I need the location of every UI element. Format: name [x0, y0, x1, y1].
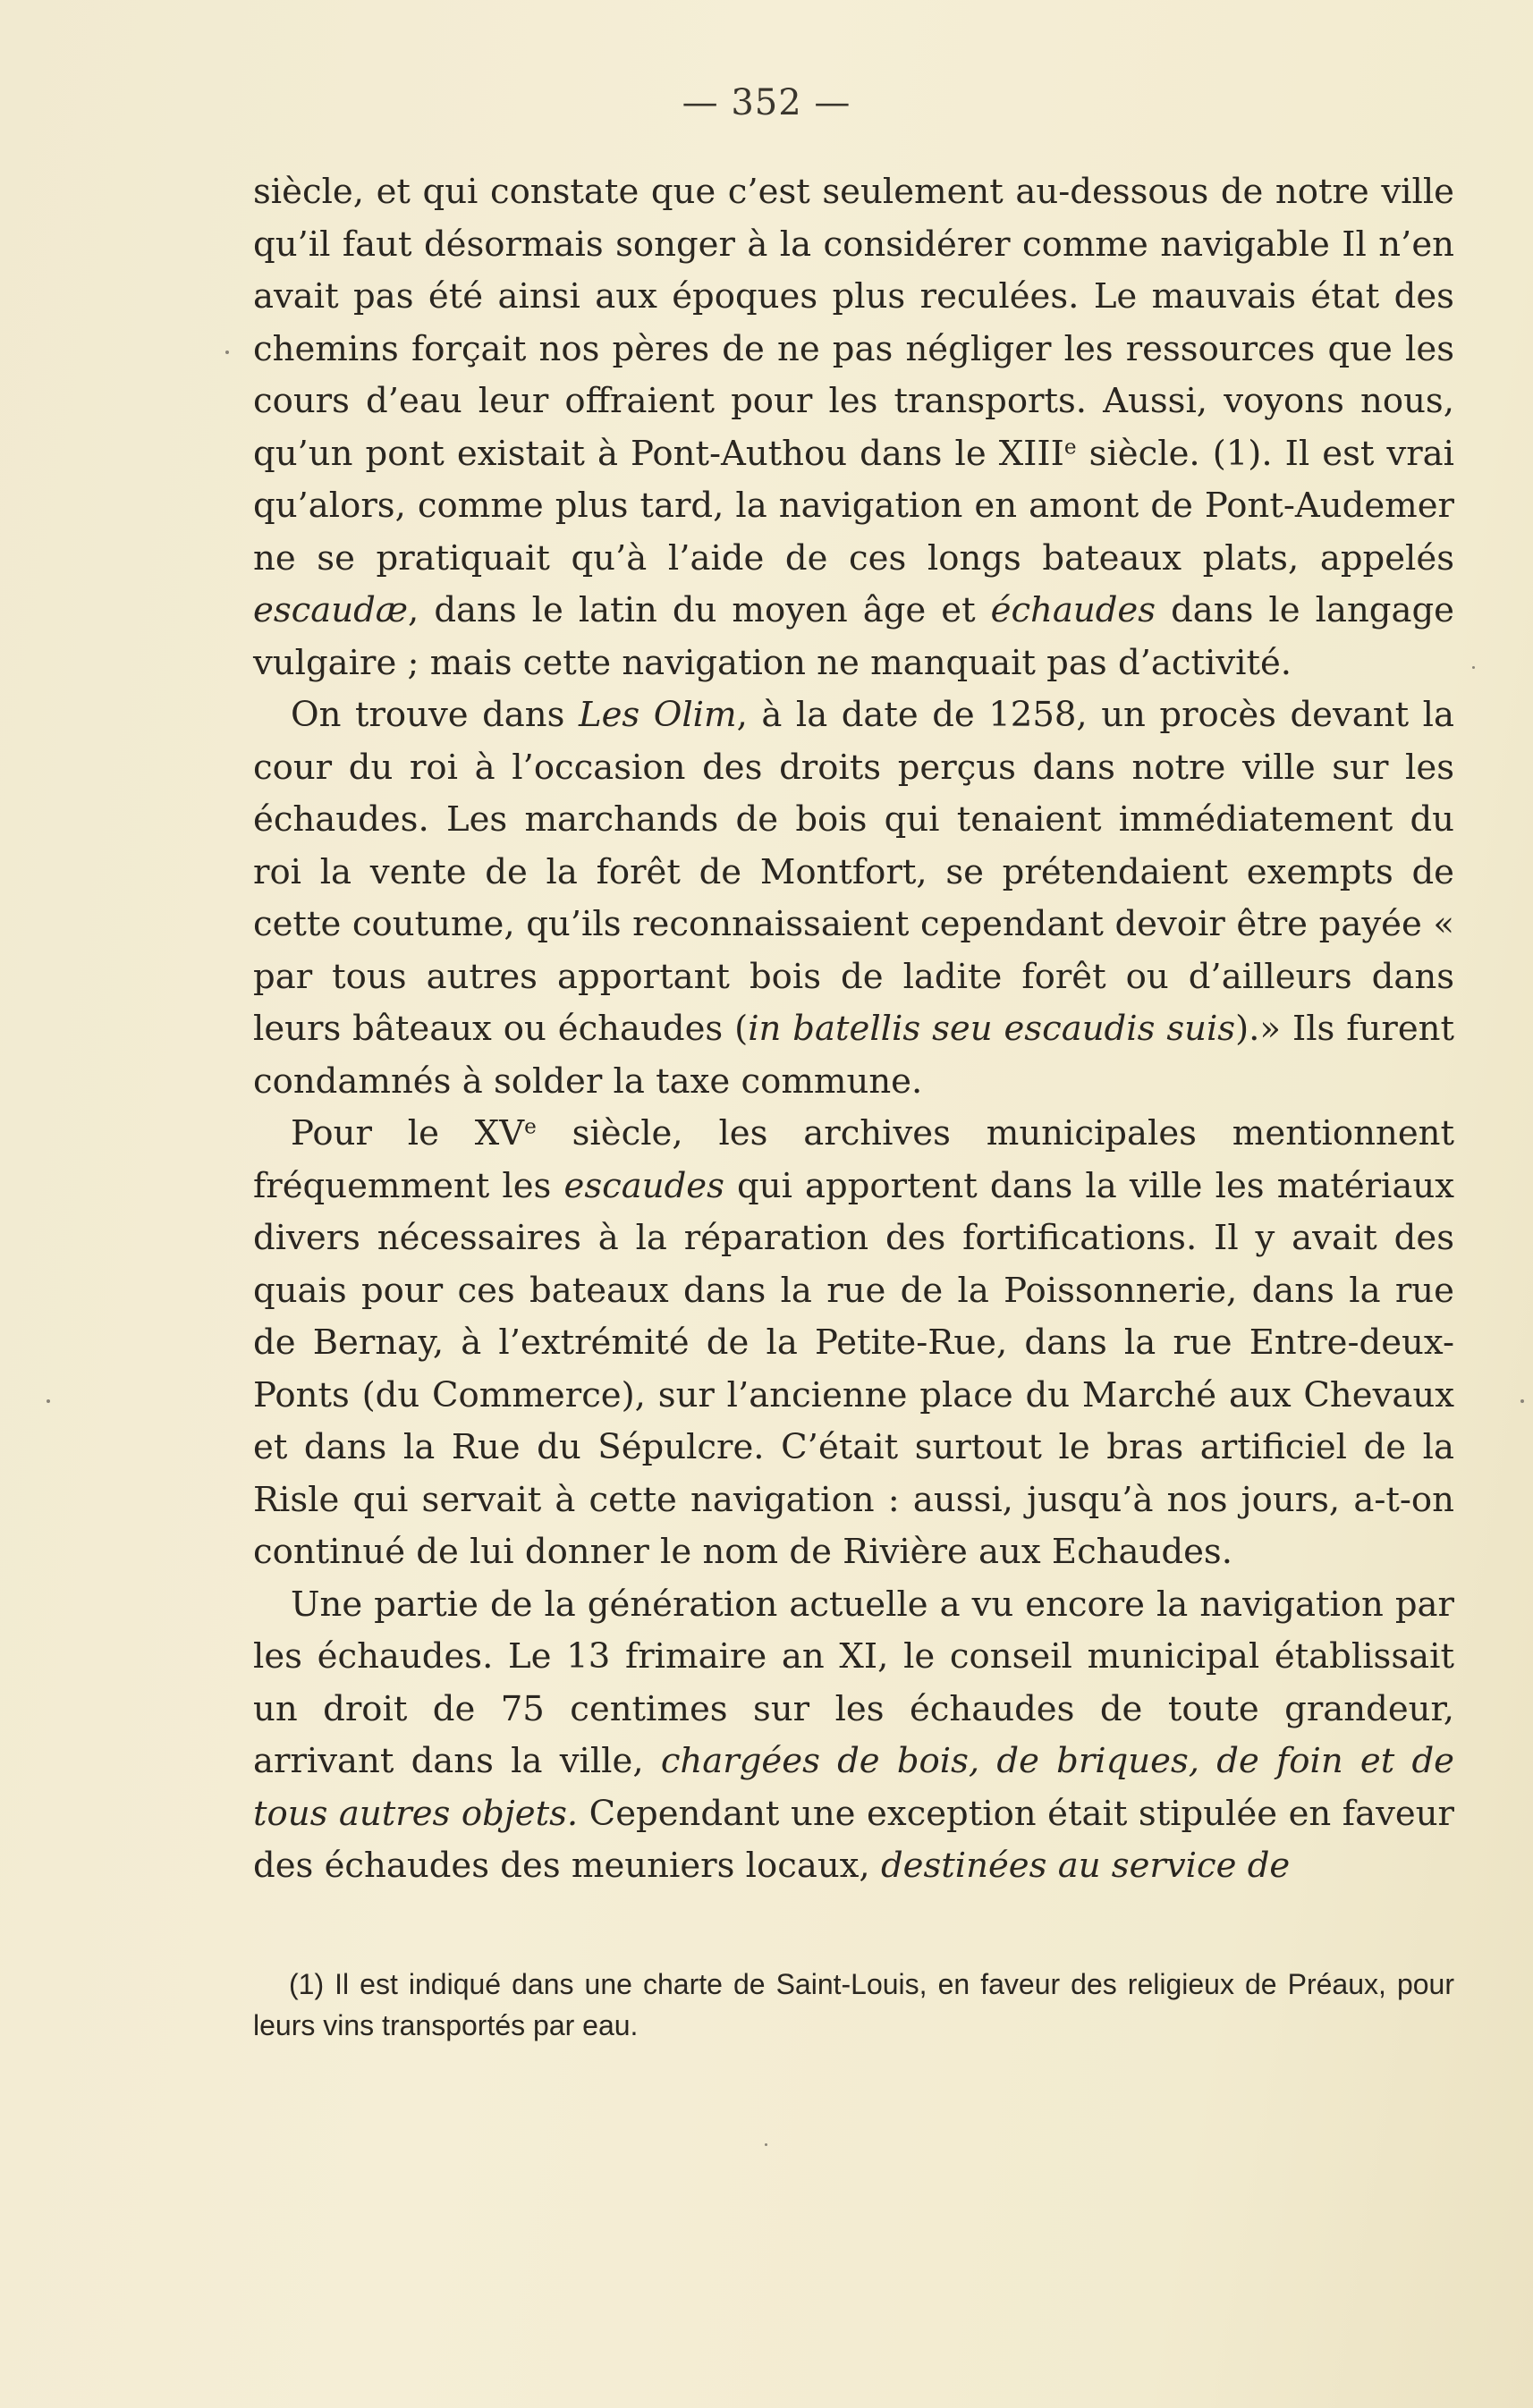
text-run: qui apportent dans la ville les matériaux divers nécessaires à la réparation des fortifications. Il y avait des quais pour ces bateaux dans la rue de la Poissonnerie, dans la rue de Bernay, à l’extrémité de la Petite-Rue, dans la rue Entre-deux-Ponts (du Commerce), sur l’ancienne place du Marché aux Chevaux et dans la Rue du Sépulcre. C’était surtout le bras artificiel de la Risle qui servait à cette navigation : aussi, jusqu’à nos jours, a-t-on continué de lui donner le nom de Rivière aux Echaudes. [253, 1165, 1454, 1572]
footnote [253, 1964, 1454, 2046]
text-run: , dans le latin du moyen âge et [408, 590, 991, 630]
text-run: Pour le XV [291, 1113, 525, 1153]
italic-title: Les Olim [578, 695, 737, 735]
margin-speck [47, 1399, 50, 1403]
paragraph [253, 1108, 1454, 1579]
text-run: On trouve dans [291, 695, 579, 735]
margin-speck [1520, 1399, 1524, 1403]
text-run: Cependant une exception était stipulée en faveur des échaudes des meuniers locaux, [253, 1793, 1455, 1886]
italic-term: escaudæ [253, 590, 409, 630]
superscript: e [524, 1115, 537, 1139]
paragraph [253, 689, 1454, 1108]
text-run: , à la date de 1258, un procès devant la cour du roi à l’occasion des droits perçus dans notre ville sur les échaudes. Les marchands de bois qui tenaient immédiatement du roi la vente de la forêt de Montfort, se prétendaient exempts de cette coutume, qu’ils reconnaissaient cependant devoir être payée « par tous autres apportant bois de ladite forêt ou d’ailleurs dans leurs bâteaux ou échaudes ( [253, 695, 1454, 1049]
text-run: siècle, les archives municipales mentionnent fréquemment les [253, 1113, 1454, 1206]
margin-speck [225, 351, 229, 354]
italic-phrase: chargées de bois, de briques, de foin et de tous autres objets. [253, 1741, 1454, 1834]
superscript: e [1063, 435, 1077, 459]
paragraph [253, 1579, 1454, 1893]
body-text [253, 166, 1454, 1893]
text-run: Une partie de la génération actuelle a vu encore la navigation par les échaudes. Le 13 frimaire an XI, le conseil municipal établissait un droit de 75 centimes sur les échaudes de toute grandeur, arrivant dans la ville, [253, 1584, 1454, 1781]
margin-speck [1472, 666, 1475, 669]
text-run: siècle. (1). Il est vrai qu’alors, comme plus tard, la navigation en amont de Pont-Audemer ne se pratiquait qu’à l’aide de ces longs bateaux plats, appelés [253, 433, 1454, 579]
italic-phrase: destinées au service de [880, 1846, 1291, 1886]
italic-term: escaudes [563, 1165, 724, 1206]
italic-term: échaudes [990, 590, 1156, 630]
text-run: siècle, et qui constate que c’est seulement au-dessous de notre ville qu’il faut désormais songer à la considérer comme navigable Il n’en avait pas été ainsi aux époques plus reculées. Le mauvais état des chemins forçait nos pères de ne pas négliger les ressources que les cours d’eau leur offraient pour les transports. Aussi, voyons nous, qu’un pont existait à Pont-Authou dans le XIII [253, 172, 1454, 474]
footnote-text: (1) Il est indiqué dans une charte de Saint-Louis, en faveur des religieux de Préaux, pour leurs vins transportés par eau. [253, 1968, 1454, 2041]
text-run: dans le langage vulgaire ; mais cette navigation ne manquait pas d’activité. [253, 590, 1455, 683]
page-number: — 352 — [682, 82, 851, 123]
paragraph [253, 166, 1454, 689]
italic-quote: in batellis seu escaudis suis [748, 1009, 1236, 1049]
text-run: ).» Ils furent condamnés à solder la taxe commune. [253, 1009, 1455, 1102]
margin-speck [765, 2143, 767, 2146]
